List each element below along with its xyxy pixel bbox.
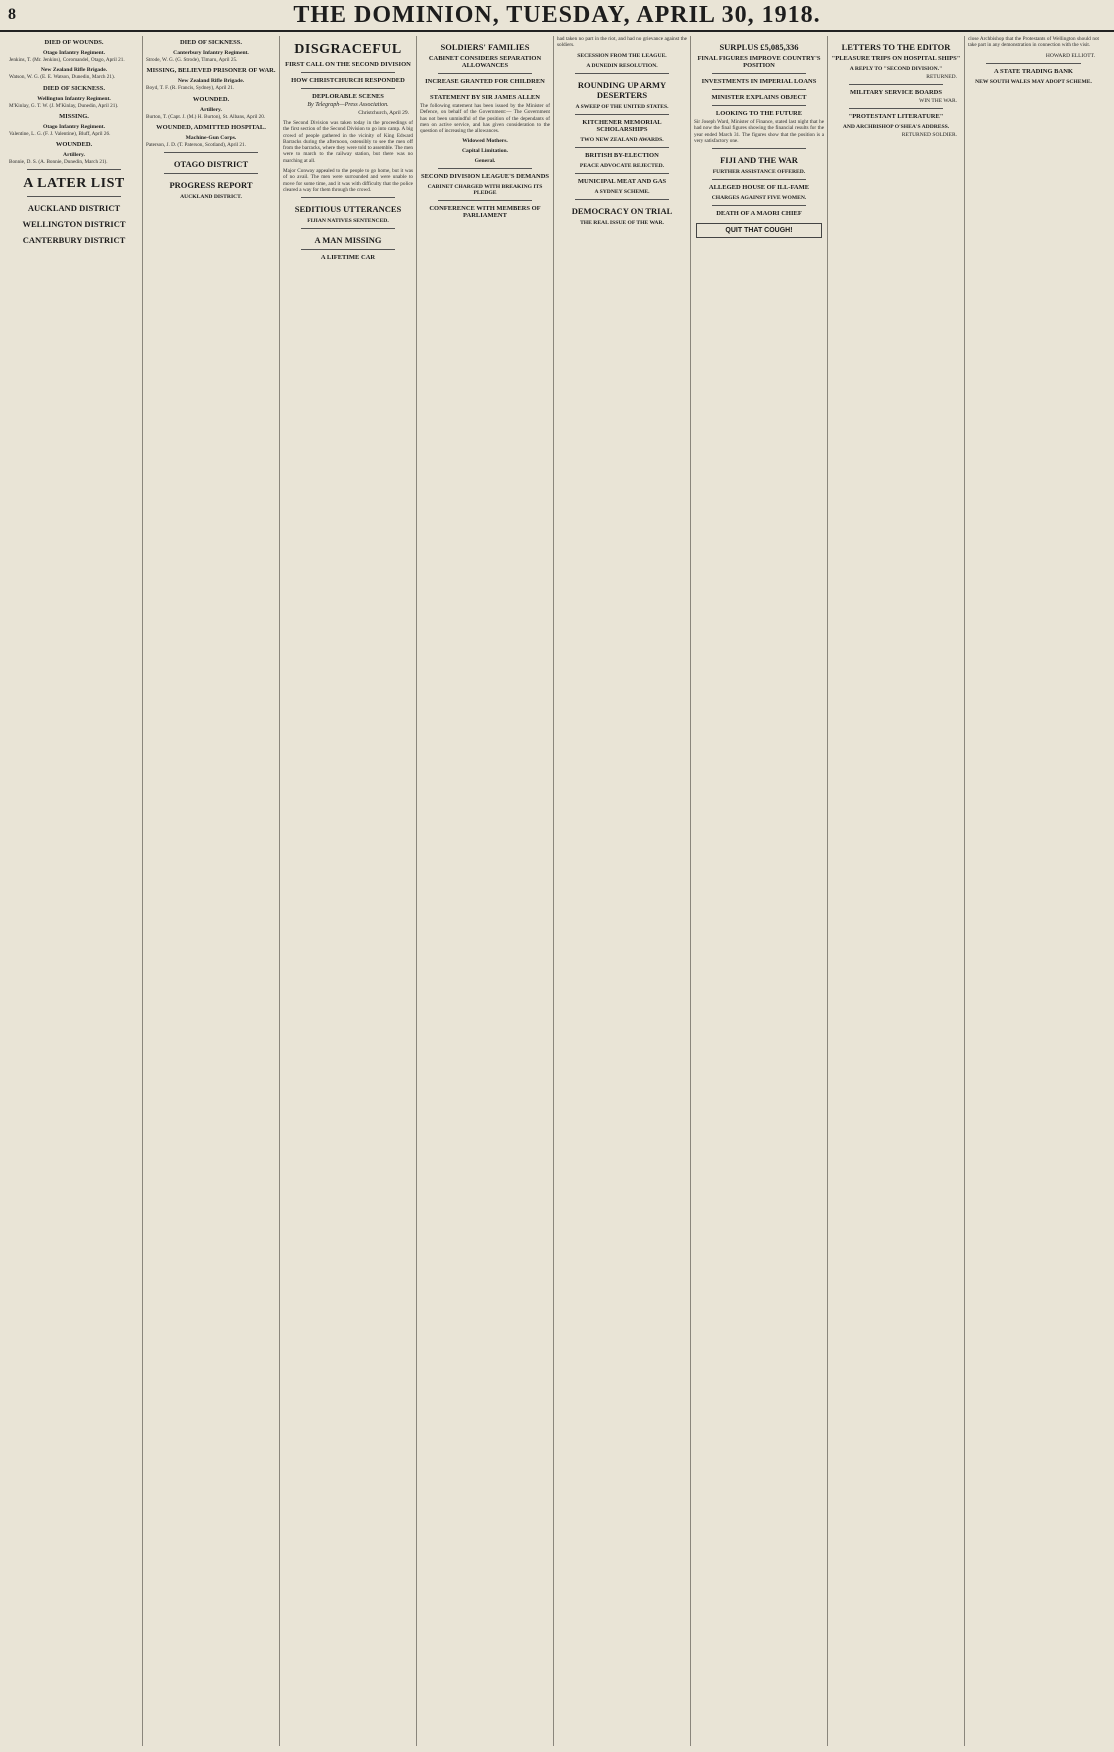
meat-sub: A SYDNEY SCHEME.: [594, 188, 650, 195]
conference-heading: CONFERENCE WITH MEMBERS OF PARLIAMENT: [429, 205, 541, 220]
list-item: Paterson, J. D. (T. Paterson, Scotland), April 21.: [146, 141, 246, 148]
later-list-heading: A LATER LIST: [23, 176, 125, 192]
divider: [849, 84, 943, 85]
divider: [575, 73, 669, 74]
dateline: Christchurch, April 29.: [358, 110, 409, 116]
divider: [712, 179, 806, 180]
letter-heading: "PLEASURE TRIPS ON HOSPITAL SHIPS": [831, 55, 961, 62]
section-sub: Canterbury Infantry Regiment.: [173, 50, 249, 56]
section-heading: MISSING.: [59, 112, 89, 120]
divider: [438, 89, 532, 90]
subheadline: LOOKING TO THE FUTURE: [715, 110, 803, 117]
headline-soldiers-families: SOLDIERS' FAMILIES: [440, 42, 530, 52]
divider: [575, 147, 669, 148]
divider: [712, 105, 806, 106]
subheadline: STATEMENT BY SIR JAMES ALLEN: [430, 94, 540, 101]
maori-heading: DEATH OF A MAORI CHIEF: [716, 210, 802, 218]
subheadline: DEPLORABLE SCENES: [312, 93, 384, 100]
divider: [301, 72, 395, 73]
article-paragraph: close Archbishop that the Protestants of Wellington should not take part in any demonstration in connection with the visit.: [968, 36, 1099, 49]
section-sub: New Zealand Rifle Brigade.: [40, 67, 108, 74]
section-heading: WOUNDED.: [192, 95, 230, 103]
league-heading: SECOND DIVISION LEAGUE'S DEMANDS: [420, 173, 550, 181]
fiji-sub: FURTHER ASSISTANCE OFFERED.: [712, 169, 806, 176]
section-sub: Otago Infantry Regiment.: [43, 50, 105, 56]
dunedin-heading: A DUNEDIN RESOLUTION.: [586, 62, 658, 69]
section-heading: DIED OF SICKNESS.: [179, 39, 243, 46]
divider: [27, 196, 121, 197]
list-item: Watson, W. G. (E. E. Watson, Dunedin, March 21).: [9, 74, 115, 81]
letter-signature: HOWARD ELLIOTT.: [1045, 52, 1095, 59]
letter-signature: RETURNED.: [926, 74, 957, 80]
divider: [712, 73, 806, 74]
page-number: 8: [8, 6, 16, 23]
newspaper-title: THE DOMINION, TUESDAY, APRIL 30, 1918.: [293, 2, 821, 28]
military-heading: MILITARY SERVICE BOARDS: [849, 89, 942, 96]
lifetime-heading: A LIFETIME CAR: [320, 254, 376, 262]
headline-disgraceful: DISGRACEFUL: [294, 42, 402, 57]
masthead: [0, 0, 1114, 32]
cough-heading: QUIT THAT COUGH!: [725, 227, 793, 235]
auckland-heading: AUCKLAND DISTRICT: [27, 203, 121, 214]
subheadline: CABINET CONSIDERS SEPARATION ALLOWANCES: [428, 55, 542, 69]
article-paragraph: had taken no part in the riot, and had no grievance against the soldiers.: [557, 36, 687, 49]
column-5: [554, 36, 691, 1746]
subheadline: HOW CHRISTCHURCH RESPONDED: [291, 77, 405, 84]
divider: [164, 152, 258, 153]
democracy-heading: DEMOCRACY ON TRIAL: [571, 205, 673, 216]
letter-sub: A REPLY TO "SECOND DIVISION.": [849, 66, 943, 72]
protestant-sub: AND ARCHBISHOP O'SHEA'S ADDRESS.: [842, 124, 950, 130]
alleged-heading: ALLEGED HOUSE OF ILL-FAME: [708, 184, 810, 192]
divider: [438, 73, 532, 74]
column-7: [828, 36, 965, 1746]
divider: [712, 205, 806, 206]
column-6: [691, 36, 828, 1746]
column-2: [143, 36, 280, 1746]
column-8: [965, 36, 1102, 1746]
byelection-sub: PEACE ADVOCATE REJECTED.: [579, 162, 665, 169]
article-paragraph: The Second Division was taken today in the proceedings of the first section of the Second Division to go into camp. A big crowd of people gathered in the vicinity of King Edward Barracks during the afternoon, ostensibly to see the men off from the barracks, where they were told to assemble. The men were to march to the railway station, but there was no marching at all.: [283, 120, 413, 164]
section-heading: MISSING, BELIEVED PRISONER OF WAR.: [146, 67, 276, 75]
list-item: Burton, T. (Capt. J. (M.) H. Burton), St. Albans, April 20.: [146, 113, 266, 120]
progress-sub: AUCKLAND DISTRICT.: [180, 194, 242, 201]
divider: [712, 148, 806, 149]
section-sub: Machine-Gun Corps.: [185, 134, 237, 141]
secession-heading: SECESSION FROM THE LEAGUE.: [577, 52, 667, 59]
byline: By Telegraph—Press Association.: [307, 102, 389, 108]
headline-surplus: SURPLUS £5,085,336: [719, 42, 799, 52]
general-heading: General.: [474, 158, 496, 165]
list-item: Bonnie, D. S. (A. Bonnie, Dunedin, March 21).: [9, 159, 108, 166]
list-item: Strode, W. G. (G. Strode), Timaru, April 25.: [146, 57, 238, 63]
letters-heading: LETTERS TO THE EDITOR: [841, 42, 951, 52]
state-bank-sub: NEW SOUTH WALES MAY ADOPT SCHEME.: [975, 78, 1092, 85]
subheadline: FIRST CALL ON THE SECOND DIVISION: [285, 61, 411, 68]
article-paragraph: Major Conway appealed to the people to go home, but it was of no avail. The men were surrounded and were unable to move for some time, and it was with difficulty that the police cleared a way for them through the crowd.: [283, 168, 413, 193]
letter-signature: RETURNED SOLDIER.: [901, 132, 957, 138]
otago-heading: OTAGO DISTRICT: [173, 159, 249, 170]
missing-heading: A MAN MISSING: [314, 235, 382, 246]
seditious-sub: FIJIAN NATIVES SENTENCED.: [307, 218, 389, 225]
seditious-heading: SEDITIOUS UTTERANCES: [294, 204, 402, 215]
divider: [27, 169, 121, 170]
divider: [575, 199, 669, 200]
kitchener-sub: TWO NEW ZEALAND AWARDS.: [580, 136, 664, 143]
article-paragraph: The following statement has been issued by the Minister of Defence, on behalf of the Government:— The Government has not been unmindful of the position of the dependants of men on active service, and has given consideration to the question of increasing the allowances.: [420, 103, 550, 135]
canterbury-heading: CANTERBURY DISTRICT: [22, 235, 126, 246]
subheadline: FINAL FIGURES IMPROVE COUNTRY'S POSITION: [697, 55, 821, 69]
subheadline: INVESTMENTS IN IMPERIAL LOANS: [701, 78, 817, 85]
section-sub: Wellington Infantry Regiment.: [37, 95, 111, 102]
divider: [575, 173, 669, 174]
section-heading: WOUNDED.: [55, 141, 93, 149]
cough-advert: [696, 223, 822, 238]
section-heading: DIED OF WOUNDS.: [44, 39, 104, 46]
divider: [438, 200, 532, 201]
divider: [301, 228, 395, 229]
list-item: Jenkins, T. (Mr. Jenkins), Coromandel, Otago, April 21.: [9, 57, 125, 63]
divider: [986, 63, 1081, 64]
divider: [301, 88, 395, 89]
subheadline: MINISTER EXPLAINS OBJECT: [711, 94, 807, 101]
section-sub: Artillery.: [63, 152, 85, 159]
capital-heading: Capital Limitation.: [462, 148, 508, 155]
widowed-heading: Widowed Mothers.: [462, 138, 508, 145]
divider: [301, 249, 395, 250]
columns: [6, 36, 1108, 1746]
column-3: [280, 36, 417, 1746]
letter-signature: WIN THE WAR.: [919, 98, 957, 104]
list-item: M'Kinlay, G. T. W. (J. M'Kinlay, Dunedin, April 21).: [9, 102, 119, 109]
divider: [849, 108, 943, 109]
alleged-sub: CHARGES AGAINST FIVE WOMEN.: [711, 195, 807, 202]
protestant-heading: "PROTESTANT LITERATURE": [848, 113, 944, 120]
meat-heading: MUNICIPAL MEAT AND GAS: [577, 177, 667, 185]
kitchener-heading: KITCHENER MEMORIAL SCHOLARSHIPS: [582, 118, 662, 133]
progress-heading: PROGRESS REPORT: [169, 180, 253, 191]
article-paragraph: Sir Joseph Ward, Minister of Finance, stated last night that he had now the final figures showing the financial results for the year ended March 31. The figures show that the position is a very satisfactory one.: [694, 119, 824, 144]
divider: [438, 168, 532, 169]
divider: [164, 173, 258, 174]
fiji-heading: FIJI AND THE WAR: [720, 155, 798, 166]
divider: [301, 197, 395, 198]
state-bank-heading: A STATE TRADING BANK: [994, 67, 1073, 75]
divider: [712, 89, 806, 90]
subheadline: INCREASE GRANTED FOR CHILDREN: [425, 78, 545, 85]
column-4: [417, 36, 554, 1746]
byelection-heading: BRITISH BY-ELECTION: [585, 151, 659, 159]
democracy-sub: THE REAL ISSUE OF THE WAR.: [580, 219, 664, 226]
wellington-heading: WELLINGTON DISTRICT: [22, 219, 126, 230]
section-heading: DIED OF SICKNESS.: [42, 84, 106, 92]
section-sub: Artillery.: [200, 106, 222, 113]
list-item: Valentine, L. G. (F. J. Valentine), Bluff, April 26.: [9, 130, 111, 137]
section-sub: Otago Infantry Regiment.: [43, 123, 105, 130]
divider: [575, 114, 669, 115]
league-sub: CABINET CHARGED WITH BREAKING ITS PLEDGE: [427, 184, 543, 197]
column-1: [6, 36, 143, 1746]
section-heading: WOUNDED, ADMITTED HOSPITAL.: [156, 123, 266, 131]
deserters-heading: ROUNDING UP ARMY DESERTERS: [577, 79, 667, 100]
list-item: Boyd, T. F. (R. Francis, Sydney), April 21.: [146, 85, 235, 92]
section-sub: New Zealand Rifle Brigade.: [177, 78, 245, 85]
deserters-sub: A SWEEP OF THE UNITED STATES.: [575, 103, 669, 110]
